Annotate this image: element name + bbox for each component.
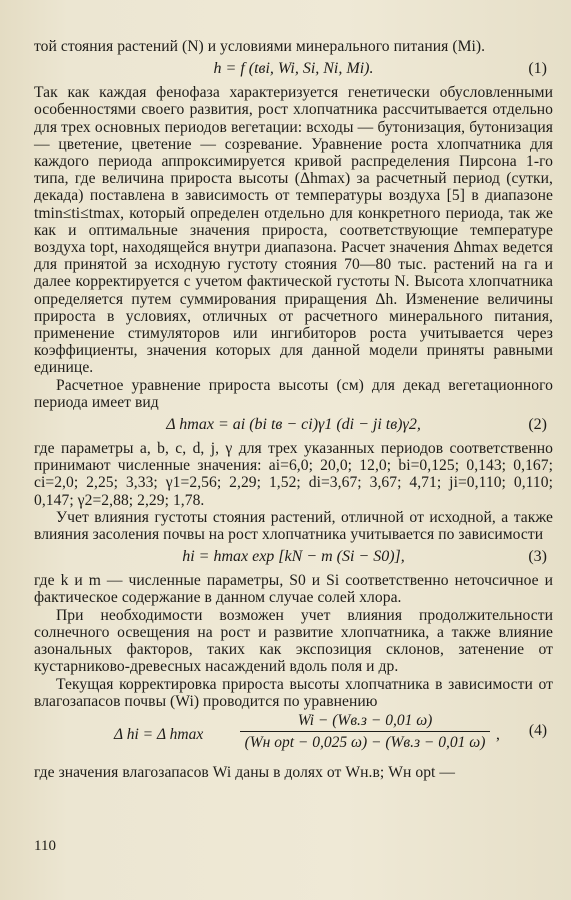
- equation-4-numerator: Wi − (Wв.з − 0,01 ω): [240, 712, 490, 732]
- equation-4-denominator: (Wн opt − 0,025 ω) − (Wв.з − 0,01 ω): [244, 733, 486, 751]
- paragraph-density-salinity: Учет влияния густоты стояния растений, отличной от исходной, а также влияния засоления почвы на рост хлопчатника учитывается по зависимости: [34, 508, 553, 544]
- page-number: 110: [34, 838, 56, 854]
- paragraph-phenophases: Так как каждая фенофаза характеризуется генетически обусловленными особенностями своего развития, рост хлопчатника рассчитывается отдельно для трех основных периодов вегетации: всходы — бутонизация, бутонизация — цветение, цветение — созревание. Уравнение роста хлопчатника для каждого периода аппроксимируется кривой распределения Пирсона 1-го типа, где величина прироста высоты (Δhmax) за расчетный период (сутки, декада) поставлена в зависимость от температуры воздуха [5] в диапазоне tmin≤ti≤tmax, который определен отдельно для конкретного периода, так же как и оптимальные значения прироста, соответствующие температуре воздуха topt, находящейся внутри диапазона. Расчет значения Δhmax ведется для принятой за исходную густоту стояния 70—80 тыс. растений на га и далее корректируется с учетом фактической густоты N. Высота хлопчатника определяется путем суммирования приращения Δh. Изменение величины прироста в условиях, отличных от расчетного минерального питания, применение стимуляторов или ингибиторов роста учитывается через коэффициенты, значения которых для данной модели приняты равными единице.: [34, 84, 553, 377]
- equation-2: [34, 415, 553, 435]
- equation-3-number: (3): [528, 548, 547, 566]
- equation-3: [34, 547, 553, 567]
- paragraph-azonal-factors: При необходимости возможен учет влияния продолжительности солнечного освещения на рост и развитие хлопчатника, а также влияние азональных факторов, таких как экспозиция склонов, затенение от кустарниково-древесных насаждений вдоль поля и др.: [34, 606, 553, 676]
- paragraph-parameters: где параметры a, b, c, d, j, γ для трех указанных периодов соответственно принимают численные значения: ai=6,0; 20,0; 12,0; bi=0,125; 0,143; 0,167; ci=2,0; 2,25; 3,33; γ1=2,56; 2,29; 1,52; di=3,67; 3,67; 4,71; ji=0,110; 0,110; 0,147; γ2=2,88; 2,29; 1,78.: [34, 440, 553, 509]
- equation-4-lhs: Δ hi = Δ hmax: [114, 725, 204, 743]
- paragraph-moisture-correction: Текущая корректировка прироста высоты хлопчатника в зависимости от влагозапасов почвы (Wi) проводится по уравнению: [34, 675, 553, 710]
- equation-1-number: (1): [528, 60, 547, 78]
- paragraph-growth-equation-intro: Расчетное уравнение прироста высоты (см) для декад вегетационного периода имеет вид: [34, 376, 553, 411]
- equation-4-fraction: [240, 712, 490, 752]
- equation-4-comma: ,: [496, 725, 500, 743]
- equation-2-number: (2): [528, 416, 547, 434]
- paragraph-moisture-definition: где значения влагозапасов Wi даны в долях от Wн.в; Wн opt —: [34, 763, 456, 781]
- equation-1: [34, 59, 553, 79]
- paragraph-intro-continuation: той стояния растений (N) и условиями минерального питания (Mi).: [34, 38, 486, 55]
- paragraph-k-m-parameters: где k и m — численные параметры, S0 и Si соответственно неточсичное и фактическое содержание в данном случае солей хлора.: [34, 572, 553, 607]
- equation-1-formula: h = f (tвi, Wi, Si, Ni, Mi).: [213, 60, 374, 78]
- equation-4-number: (4): [528, 721, 547, 739]
- equation-2-formula: Δ hmax = ai (bi tв − ci)γ1 (di − ji tв)γ2,: [166, 416, 421, 434]
- equation-3-formula: hi = hmax exp [kN − m (Si − S0)],: [182, 548, 405, 566]
- equation-4: [34, 712, 553, 758]
